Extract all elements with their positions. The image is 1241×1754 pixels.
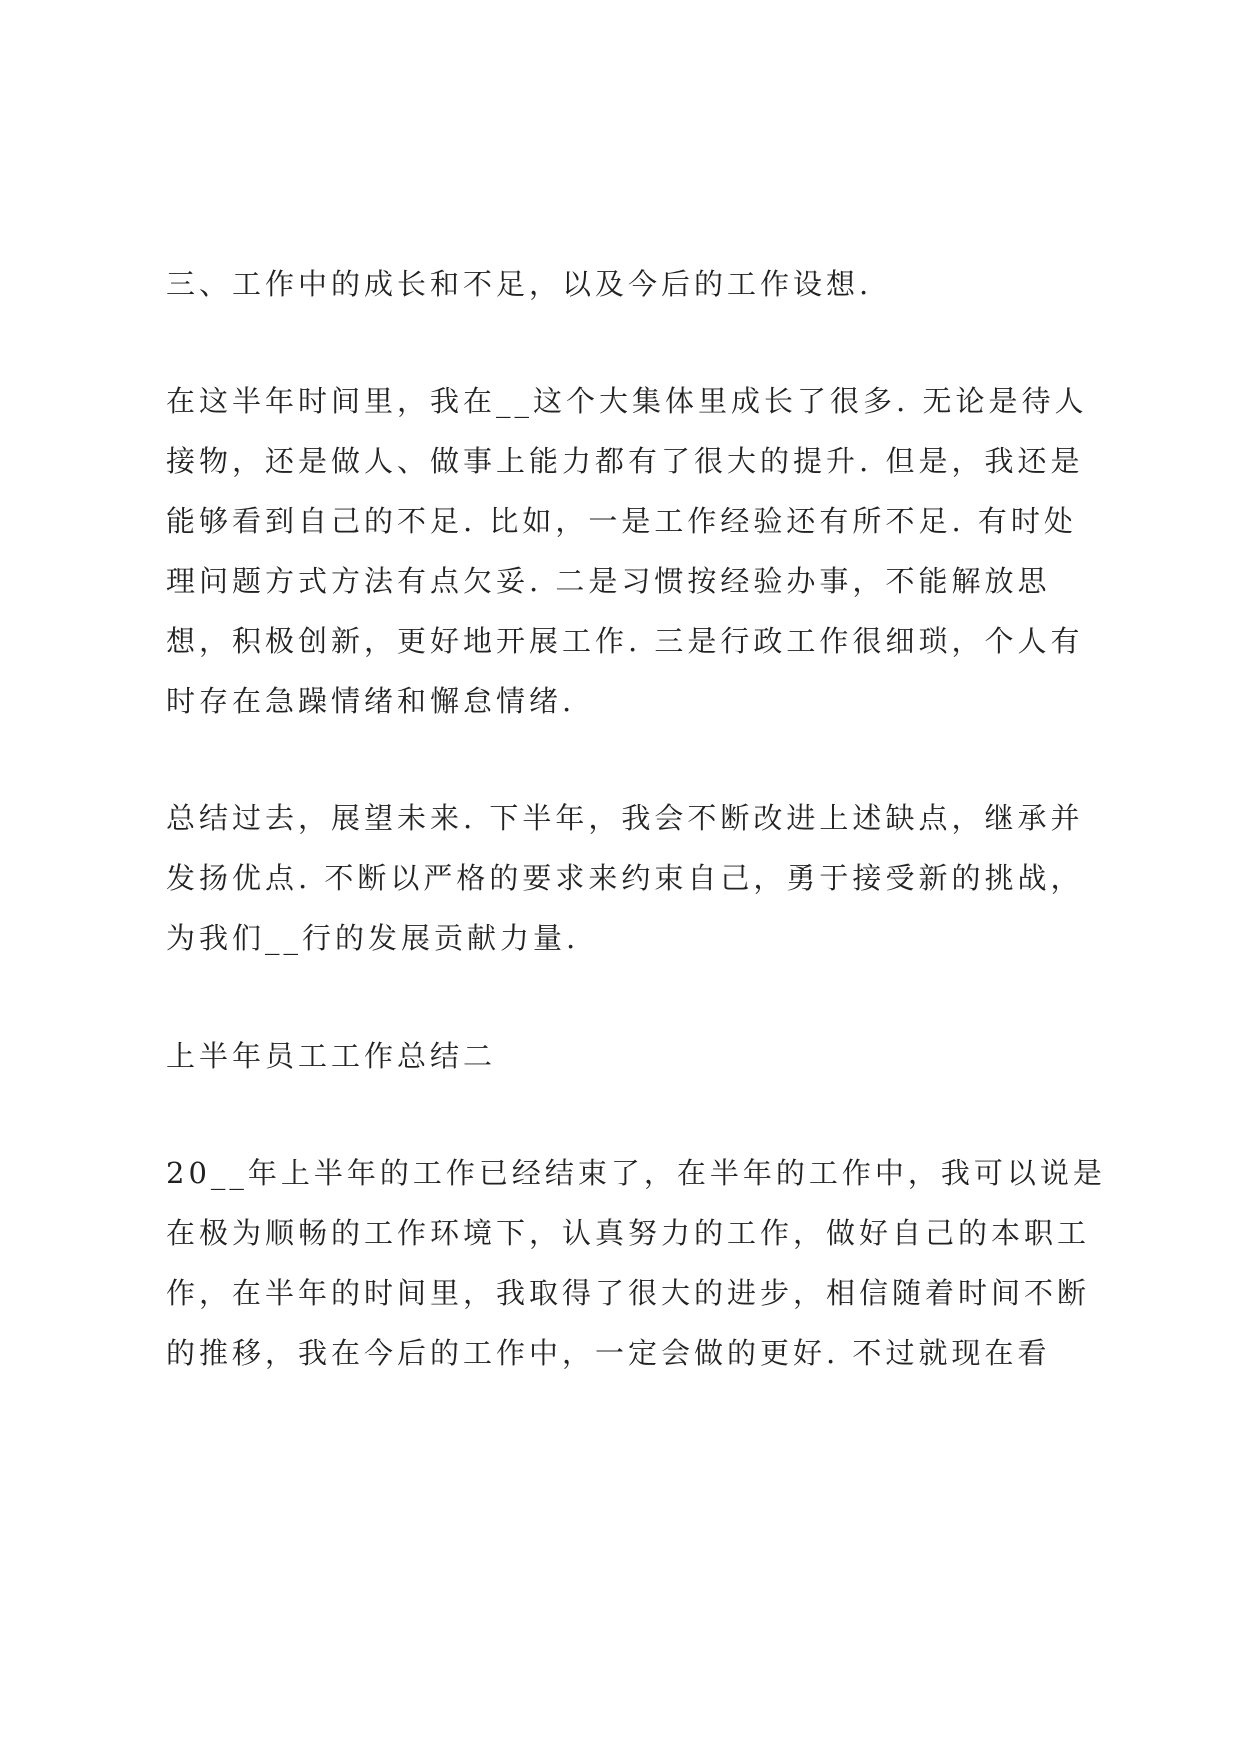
paragraph-2-line-1: 总结过去，展望未来. 下半年，我会不断改进上述缺点，继承并 — [166, 801, 1084, 835]
paragraph-3-line-3: 作，在半年的时间里，我取得了很大的进步，相信随着时间不断 — [166, 1276, 1091, 1310]
paragraph-1-line-2: 接物，还是做人、做事上能力都有了很大的提升. 但是，我还是 — [166, 444, 1084, 478]
paragraph-1-line-5: 想，积极创新，更好地开展工作. 三是行政工作很细琐，个人有 — [166, 624, 1084, 658]
paragraph-3-line-2: 在极为顺畅的工作环境下，认真努力的工作，做好自己的本职工 — [166, 1216, 1091, 1250]
paragraph-2-line-2: 发扬优点. 不断以严格的要求来约束自己，勇于接受新的挑战， — [166, 861, 1084, 895]
paragraph-1-line-4: 理问题方式方法有点欠妥. 二是习惯按经验办事，不能解放思 — [166, 564, 1051, 598]
paragraph-1-line-3: 能够看到自己的不足. 比如，一是工作经验还有所不足. 有时处 — [166, 504, 1077, 538]
paragraph-3-line-4: 的推移，我在今后的工作中，一定会做的更好. 不过就现在看 — [166, 1336, 1051, 1370]
paragraph-1-line-6: 时存在急躁情绪和懈怠情绪. — [166, 684, 576, 718]
section-heading: 三、工作中的成长和不足，以及今后的工作设想. — [166, 267, 873, 301]
paragraph-1-line-1: 在这半年时间里，我在__这个大集体里成长了很多. 无论是待人 — [166, 384, 1088, 418]
paragraph-3-line-1: 20__年上半年的工作已经结束了，在半年的工作中，我可以说是 — [166, 1156, 1106, 1190]
subtitle: 上半年员工工作总结二 — [166, 1039, 497, 1073]
paragraph-2-line-3: 为我们__行的发展贡献力量. — [166, 921, 580, 955]
